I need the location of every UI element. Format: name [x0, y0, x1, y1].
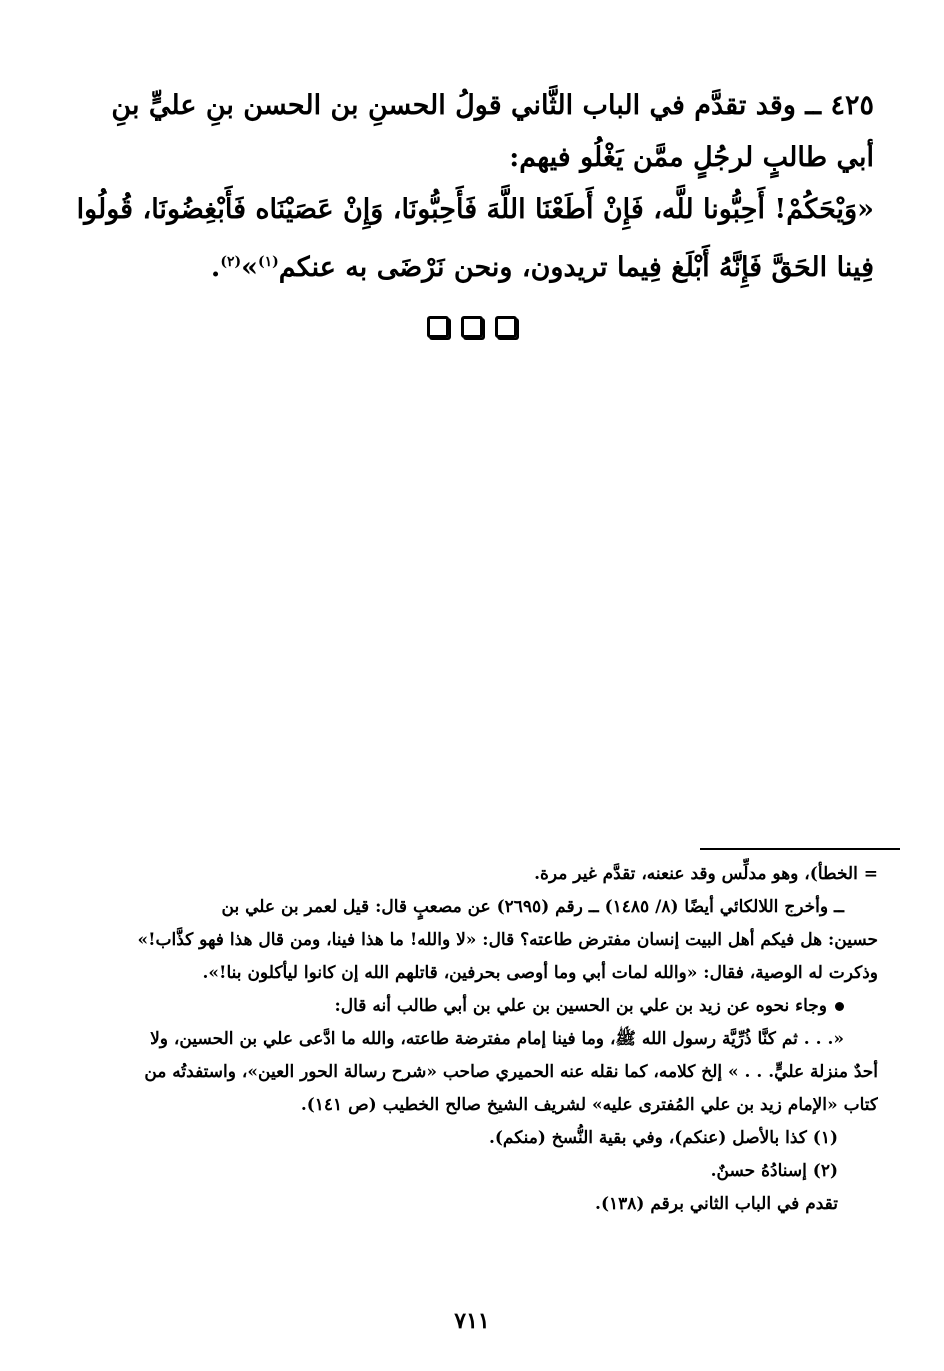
footnote-line: حسين: هل فيكم أهل البيت إنسان مفترض طاعته؟ قال: «لا والله! ما هذا فينا، ومن قال هذا فهو كذَّاب!» — [137, 930, 878, 950]
footnote-line: وذكرت له الوصية، فقال: «والله لمات أبي وما أوصى بحرفين، قاتلهم الله إن كانوا ليأكلون بنا!». — [202, 963, 878, 983]
closing-quote: » — [241, 252, 258, 283]
footnote-divider — [700, 848, 900, 850]
main-text-line-body: فِينا الحَقَّ فَإِنَّهُ أَبْلَغ فِيما تريدون، ونحن نَرْضَى به عنكم — [278, 252, 874, 283]
footnote-ref-2: (٢) — [220, 254, 242, 270]
main-text-line — [60, 236, 874, 294]
square-ornament-icon — [495, 316, 517, 338]
bullet-icon — [835, 1002, 844, 1011]
footnote-line: «. . . ثم كنَّا ذُرِّيَّة رسول الله ﷺ، وما فينا إمام مفترضة طاعته، والله ما ادَّعى علي بن الحسين، ولا — [150, 1029, 844, 1049]
footnote-line — [64, 990, 878, 1023]
footnote-line: كتاب «الإمام زيد بن علي المُفترى عليه» لشريف الشيخ صالح الخطيب (ص ١٤١). — [300, 1095, 878, 1115]
footnote-line: تقدم في الباب الثاني برقم (١٣٨). — [595, 1194, 838, 1214]
footnote-line: (٢) إسنادُهُ حسنٌ. — [710, 1161, 838, 1181]
footnote-line: (١) كذا بالأصل (عنكم)، وفي بقية النُّسخ (منكم). — [488, 1128, 838, 1148]
square-ornament-icon — [427, 316, 449, 338]
section-separator — [0, 316, 944, 338]
square-ornament-icon — [461, 316, 483, 338]
line-period: . — [210, 252, 221, 283]
main-text-line: أبي طالبٍ لرجُلٍ ممَّن يَغْلُو فيهم: — [509, 142, 874, 173]
footnote-line: = الخطأ)، وهو مدلِّس وقد عنعنه، تقدَّم غير مرة. — [534, 864, 878, 884]
footnotes — [64, 858, 878, 1221]
main-text-line: ٤٢٥ ــ وقد تقدَّم في الباب الثَّاني قولُ الحسنِ بن الحسن بنِ عليٍّ بنِ — [111, 90, 874, 121]
footnote-line: ــ وأخرج اللالكائي أيضًا (٨/ ١٤٨٥) ــ رقم (٢٦٩٥) عن مصعبٍ قال: قيل لعمر بن علي بن — [221, 897, 844, 917]
footnote-line-text: وجاء نحوه عن زيد بن علي بن الحسين بن علي بن أبي طالب أنه قال: — [334, 996, 827, 1016]
footnote-line: أحدٌ منزلة عليٍّ. . . » إلخ كلامه، كما نقله عنه الحميري صاحب «شرح رسالة الحور العين»، واستفدتُه من — [144, 1062, 878, 1082]
page-number: ٧١١ — [454, 1308, 490, 1334]
main-text — [60, 80, 874, 294]
footnote-ref-1: (١) — [257, 254, 279, 270]
main-text-line: «وَيْحَكُمْ! أَحِبُّونا للَّه، فَإِنْ أَطَعْنَا اللَّهَ فَأَحِبُّونَا، وَإِنْ عَصَيْنَاه فَأَبْغِضُونَا، قُولُوا — [76, 194, 874, 225]
